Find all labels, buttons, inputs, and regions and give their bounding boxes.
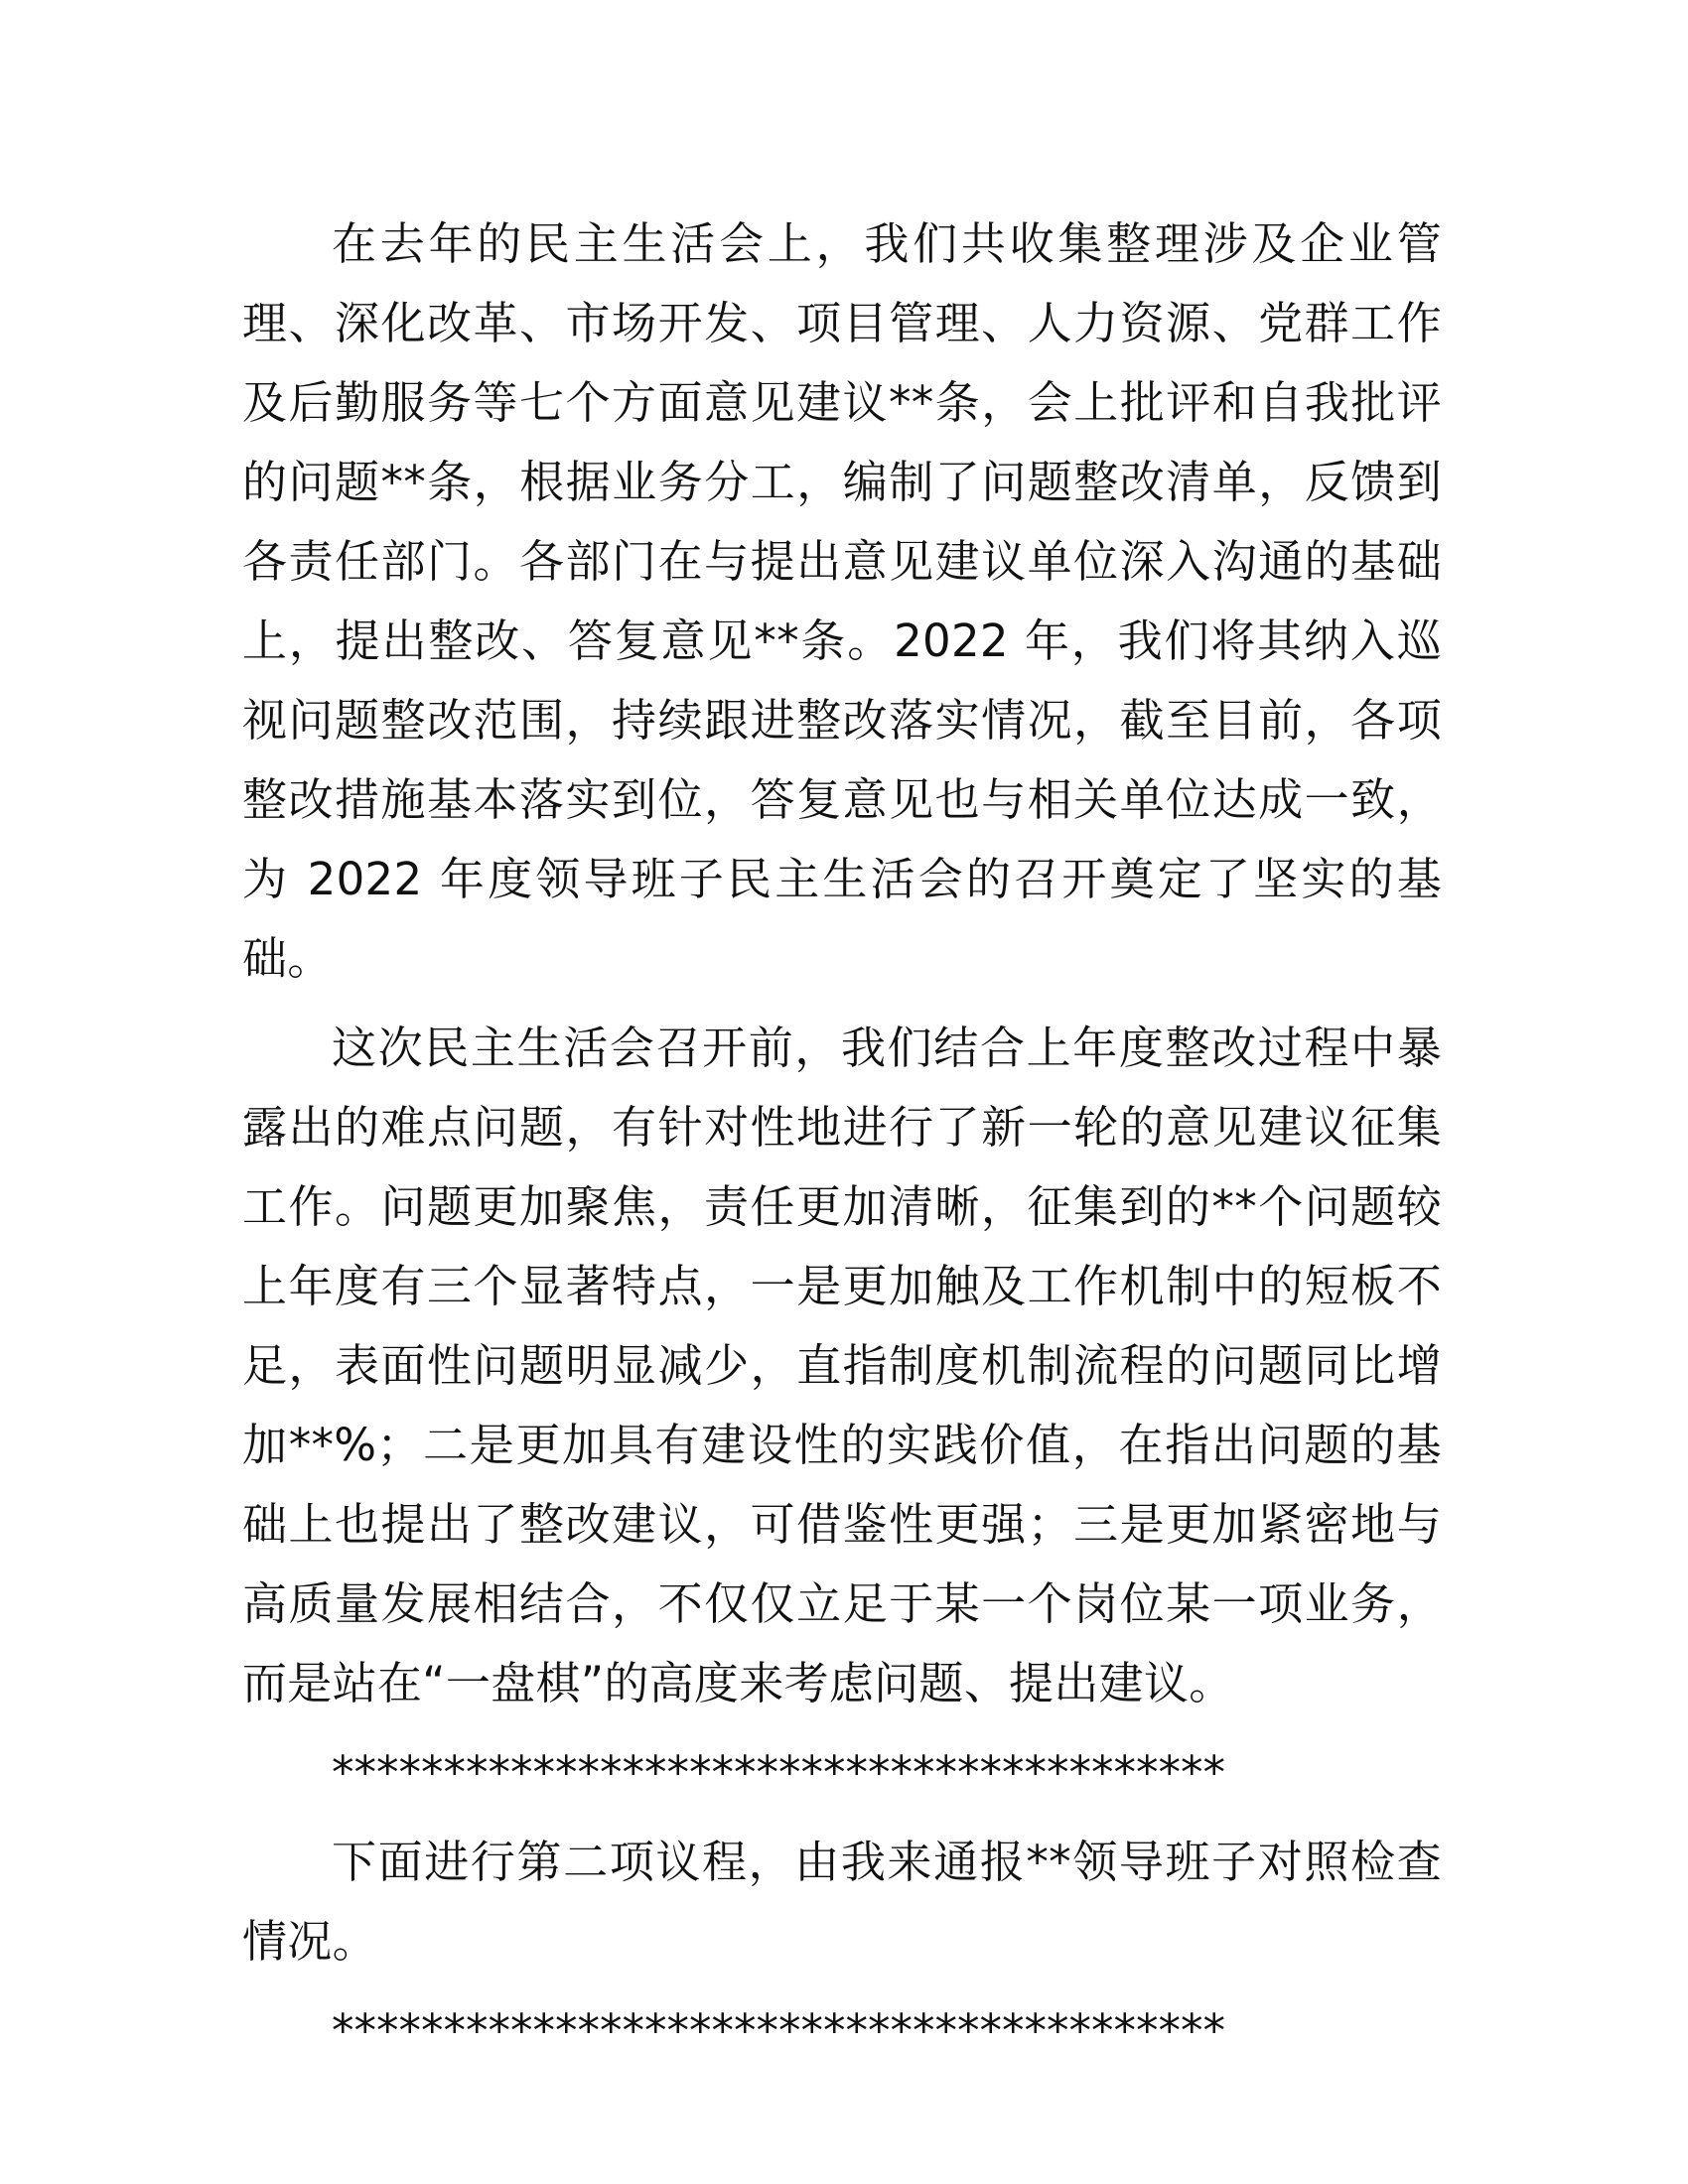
paragraph-second-agenda-item: 下面进行第二项议程，由我来通报**领导班子对照检查情况。	[242, 1836, 1442, 1968]
paragraph-opinion-collection: 这次民主生活会召开前，我们结合上年度整改过程中暴露出的难点问题，有针对性地进行了新一轮的意见建议征集工作。问题更加聚焦，责任更加清晰，征集到的**个问题较上年度有三个显著特点，一是更加触及工作机制中的短板不足，表面性问题明显减少，直指制度机制流程的问题同比增加**%；二是更加具有建设性的实践价值，在指出问题的基础上也提出了整改建议，可借鉴性更强；三是更加紧密地与高质量发展相结合，不仅仅立足于某一个岗位某一项业务，而是站在“一盘棋”的高度来考虑问题、提出建议。	[242, 1022, 1442, 1709]
paragraph-democratic-life-meeting-review: 在去年的民主生活会上，我们共收集整理涉及企业管理、深化改革、市场开发、项目管理、人力资源、党群工作及后勤服务等七个方面意见建议**条，会上批评和自我批评的问题**条，根据业务分工，编制了问题整改清单，反馈到各责任部门。各部门在与提出意见建议单位深入沟通的基础上，提出整改、答复意见**条。2022 年，我们将其纳入巡视问题整改范围，持续跟进整改落实情况，截至目前，各项整改措施基本落实到位，答复意见也与相关单位达成一致，为 2022 年度领导班子民主生活会的召开奠定了坚实的基础。	[242, 217, 1442, 985]
document-body	[242, 205, 1442, 2081]
asterisk-separator: ****************************************	[332, 1746, 1225, 1799]
asterisk-separator: ****************************************	[332, 2004, 1225, 2057]
